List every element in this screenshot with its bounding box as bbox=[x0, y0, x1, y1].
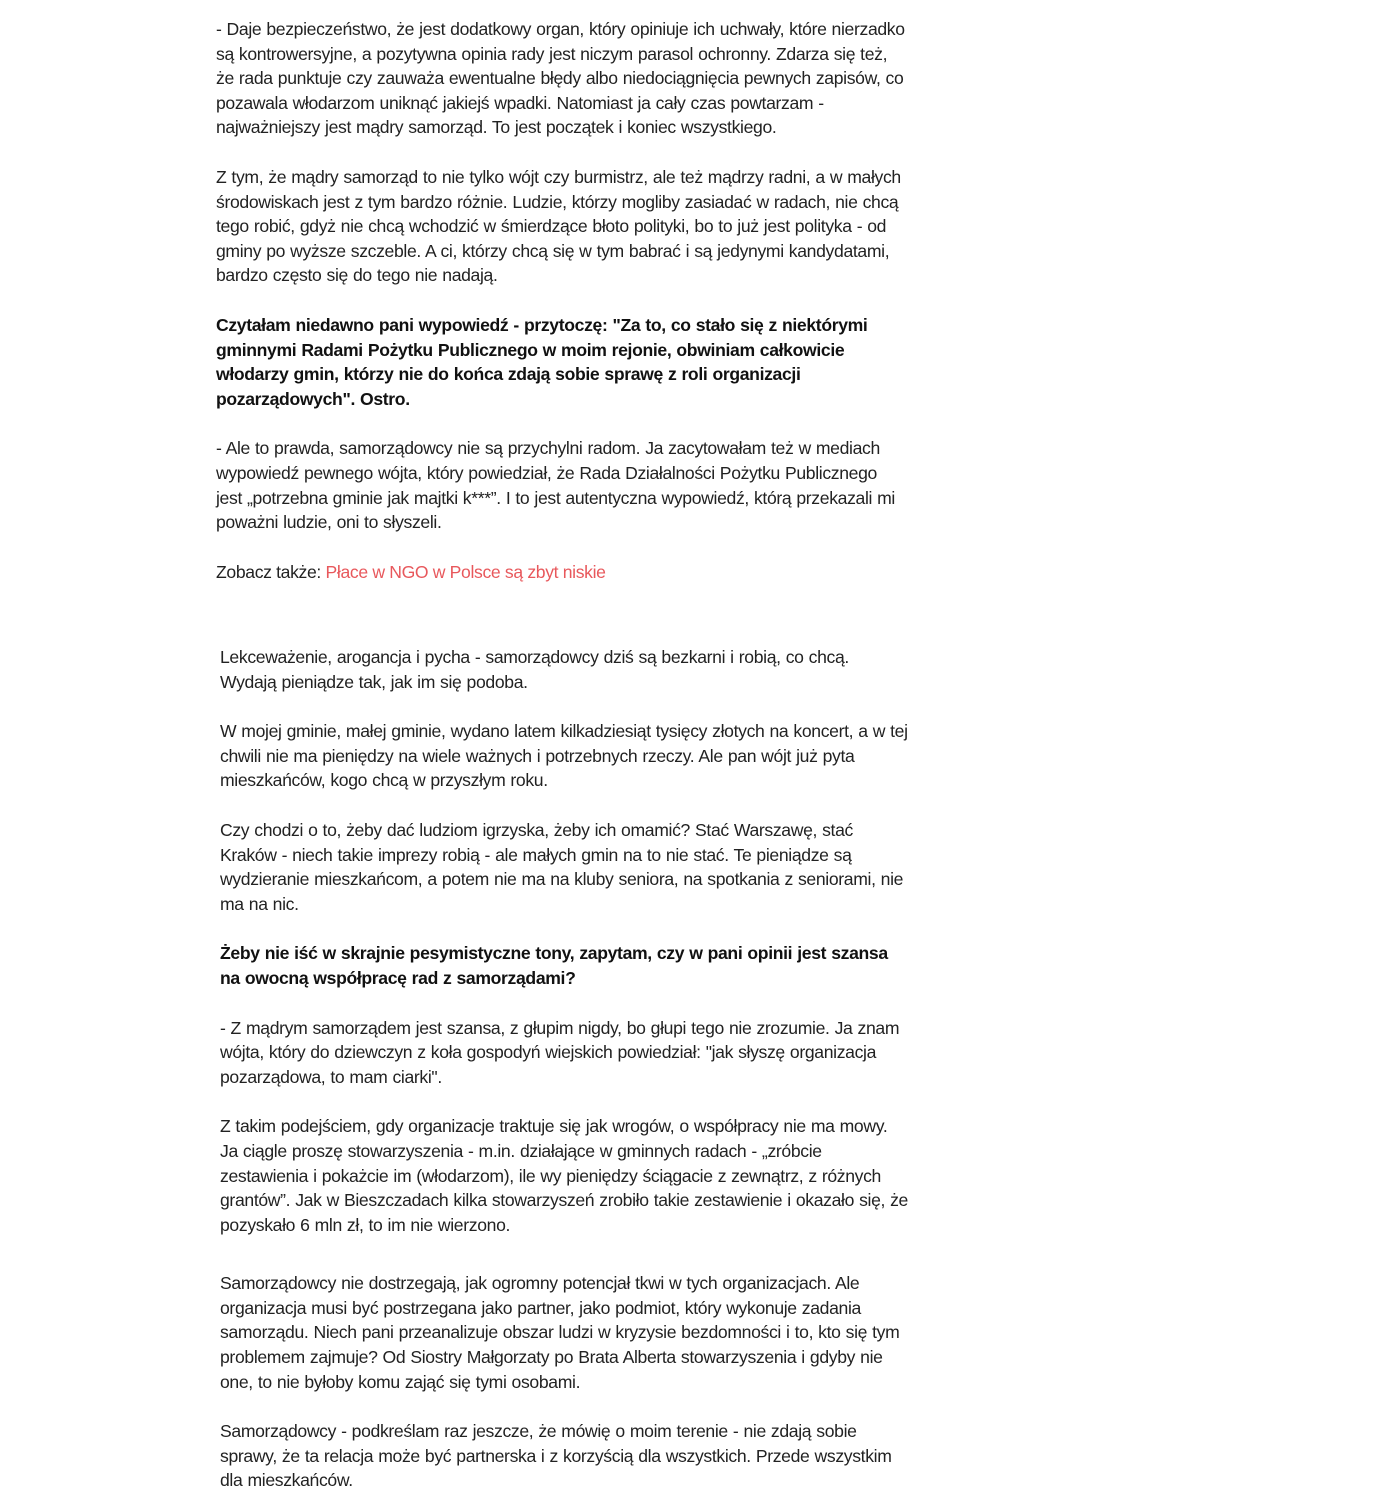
article-paragraph: Lekceważenie, arogancja i pycha - samorządowcy dziś są bezkarni i robią, co chcą. Wydają pieniądze tak, jak im się podoba. bbox=[220, 647, 849, 692]
interview-question: Czytałam niedawno pani wypowiedź - przytoczę: "Za to, co stało się z niektórymi gminnymi Radami Pożytku Publicznego w moim rejonie, obwiniam całkowicie włodarzy gmin, którzy nie do końca zdają sobie sprawę z roli organizacji pozarządowych". Ostro. bbox=[216, 314, 868, 409]
article-paragraph: W mojej gminie, małej gminie, wydano latem kilkadziesiąt tysięcy złotych na koncert, a w tej chwili nie ma pieniędzy na wiele ważnych i potrzebnych rzeczy. Ale pan wójt już pyta mieszkańców, kogo chcą w przyszłym roku. bbox=[220, 721, 908, 791]
article-paragraph: Samorządowcy - podkreślam raz jeszcze, że mówię o moim terenie - nie zdają sobie sprawy, że ta relacja może być partnerska i z korzyścią dla wszystkich. Przede wszystkim dla mieszkańców. bbox=[220, 1421, 892, 1491]
article-paragraph: - Z mądrym samorządem jest szansa, z głupim nigdy, bo głupi tego nie zrozumie. Ja znam wójta, który do dziewczyn z koła gospodyń wiejskich powiedział: "jak słyszę organizacja pozarządowa, to mam ciarki". bbox=[220, 1017, 900, 1087]
related-article-link[interactable]: Płace w NGO w Polsce są zbyt niskie bbox=[325, 561, 606, 582]
article-paragraph: Samorządowcy nie dostrzegają, jak ogromny potencjał tkwi w tych organizacjach. Ale organizacja musi być postrzegana jako partner, jako podmiot, który wykonuje zadania samorządu. Niech pani przeanalizuje obszar ludzi w kryzysie bezdomności i to, kto się tym problemem zajmuje? Od Siostry Małgorzaty po Brata Alberta stowarzyszenia i gdyby nie one, to nie byłoby komu zająć się tymi osobami. bbox=[220, 1273, 900, 1392]
article-body bbox=[216, 17, 916, 584]
related-article bbox=[216, 560, 916, 585]
article-paragraph: - Daje bezpieczeństwo, że jest dodatkowy organ, który opiniuje ich uchwały, które nierzadko są kontrowersyjne, a pozytywna opinia rady jest niczym parasol ochronny. Zdarza się też, że rada punktuje czy zauważa ewentualne błędy albo niedociągnięcia pewnych zapisów, co pozawala włodarzom uniknąć jakiejś wpadki. Natomiast ja cały czas powtarzam - najważniejszy jest mądry samorząd. To jest początek i koniec wszystkiego. bbox=[216, 19, 905, 138]
article-paragraph: - Ale to prawda, samorządowcy nie są przychylni radom. Ja zacytowałam też w mediach wypowiedź pewnego wójta, który powiedział, że Rada Działalności Pożytku Publicznego jest „potrzebna gminie jak majtki k***”. I to jest autentyczna wypowiedź, którą przekazali mi poważni ludzie, oni to słyszeli. bbox=[216, 438, 895, 533]
article-paragraph: Z takim podejściem, gdy organizacje traktuje się jak wrogów, o współpracy nie ma mowy. Ja ciągle proszę stowarzyszenia - m.in. działające w gminnych radach - „zróbcie zestawienia i pokażcie im (włodarzom), ile wy pieniędzy ściągacie z zewnątrz, z różnych grantów”. Jak w Bieszczadach kilka stowarzyszeń zrobiło takie zestawienie i okazało się, że pozyskało 6 mln zł, to im nie wierzono. bbox=[220, 1116, 908, 1235]
interview-question: Żeby nie iść w skrajnie pesymistyczne tony, zapytam, czy w pani opinii jest szansa na owocną współpracę rad z samorządami? bbox=[220, 943, 888, 988]
article-paragraph: Czy chodzi o to, żeby dać ludziom igrzyska, żeby ich omamić? Stać Warszawę, stać Kraków - niech takie imprezy robią - ale małych gmin na to nie stać. Te pieniądze są wydzieranie mieszkańcom, a potem nie ma na kluby seniora, na spotkania z seniorami, nie ma na nic. bbox=[220, 819, 904, 914]
related-prefix: Zobacz także: bbox=[216, 561, 326, 582]
article-body-continued bbox=[220, 645, 920, 1493]
article-paragraph: Z tym, że mądry samorząd to nie tylko wójt czy burmistrz, ale też mądrzy radni, a w małych środowiskach jest z tym bardzo różnie. Ludzie, którzy mogliby zasiadać w radach, nie chcą tego robić, gdyż nie chcą wchodzić w śmierdzące błoto polityki, bo to już jest polityka - od gminy po wyższe szczeble. A ci, którzy chcą się w tym babrać i są jedynymi kandydatami, bardzo często się do tego nie nadają. bbox=[216, 166, 901, 286]
